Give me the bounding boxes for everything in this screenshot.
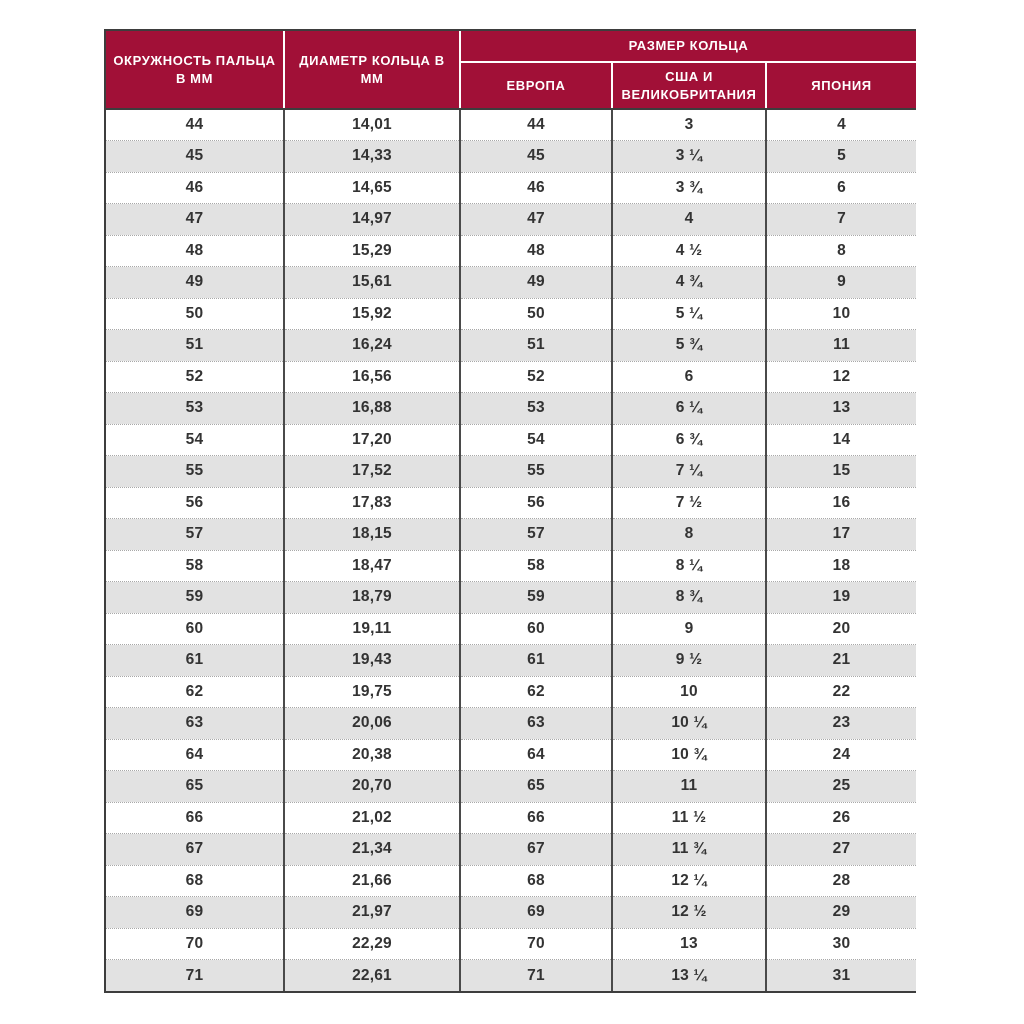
cell-size-japan: 8 bbox=[766, 235, 916, 267]
cell-diameter-mm: 14,01 bbox=[284, 109, 460, 141]
cell-size-europe: 53 bbox=[460, 393, 612, 425]
cell-size-europe: 64 bbox=[460, 739, 612, 771]
cell-diameter-mm: 19,11 bbox=[284, 613, 460, 645]
header-japan: ЯПОНИЯ bbox=[766, 62, 916, 109]
cell-size-japan: 18 bbox=[766, 550, 916, 582]
cell-size-europe: 44 bbox=[460, 109, 612, 141]
cell-diameter-mm: 15,61 bbox=[284, 267, 460, 299]
cell-size-usa-uk: 6 ¼ bbox=[612, 393, 766, 425]
cell-size-usa-uk: 11 ¾ bbox=[612, 834, 766, 866]
table-row bbox=[106, 235, 916, 267]
cell-diameter-mm: 17,20 bbox=[284, 424, 460, 456]
cell-size-europe: 51 bbox=[460, 330, 612, 362]
table-row bbox=[106, 361, 916, 393]
cell-size-usa-uk: 4 bbox=[612, 204, 766, 236]
ring-size-table-container bbox=[104, 29, 916, 993]
table-row bbox=[106, 330, 916, 362]
cell-diameter-mm: 17,52 bbox=[284, 456, 460, 488]
table-row bbox=[106, 172, 916, 204]
table-row bbox=[106, 676, 916, 708]
cell-diameter-mm: 20,38 bbox=[284, 739, 460, 771]
cell-diameter-mm: 19,75 bbox=[284, 676, 460, 708]
table-row bbox=[106, 109, 916, 141]
table-row bbox=[106, 456, 916, 488]
cell-size-europe: 46 bbox=[460, 172, 612, 204]
cell-diameter-mm: 15,29 bbox=[284, 235, 460, 267]
cell-size-europe: 54 bbox=[460, 424, 612, 456]
cell-size-usa-uk: 7 ¼ bbox=[612, 456, 766, 488]
cell-size-usa-uk: 10 ¾ bbox=[612, 739, 766, 771]
cell-size-japan: 20 bbox=[766, 613, 916, 645]
cell-diameter-mm: 21,66 bbox=[284, 865, 460, 897]
table-row bbox=[106, 393, 916, 425]
table-row bbox=[106, 424, 916, 456]
cell-circumference-mm: 45 bbox=[106, 141, 284, 173]
cell-size-japan: 22 bbox=[766, 676, 916, 708]
table-row bbox=[106, 519, 916, 551]
cell-circumference-mm: 63 bbox=[106, 708, 284, 740]
table-row bbox=[106, 802, 916, 834]
cell-diameter-mm: 15,92 bbox=[284, 298, 460, 330]
cell-size-japan: 28 bbox=[766, 865, 916, 897]
cell-size-usa-uk: 8 ¼ bbox=[612, 550, 766, 582]
cell-size-europe: 49 bbox=[460, 267, 612, 299]
header-ring-diameter: ДИАМЕТР КОЛЬЦА В ММ bbox=[284, 31, 460, 109]
cell-size-japan: 6 bbox=[766, 172, 916, 204]
cell-circumference-mm: 47 bbox=[106, 204, 284, 236]
cell-size-japan: 13 bbox=[766, 393, 916, 425]
cell-size-japan: 26 bbox=[766, 802, 916, 834]
cell-size-usa-uk: 3 bbox=[612, 109, 766, 141]
cell-circumference-mm: 49 bbox=[106, 267, 284, 299]
table-row bbox=[106, 834, 916, 866]
cell-circumference-mm: 56 bbox=[106, 487, 284, 519]
cell-size-usa-uk: 6 bbox=[612, 361, 766, 393]
cell-size-japan: 12 bbox=[766, 361, 916, 393]
cell-size-europe: 57 bbox=[460, 519, 612, 551]
cell-size-usa-uk: 11 bbox=[612, 771, 766, 803]
header-row-group bbox=[106, 31, 916, 62]
table-row bbox=[106, 928, 916, 960]
cell-size-europe: 62 bbox=[460, 676, 612, 708]
cell-size-japan: 24 bbox=[766, 739, 916, 771]
cell-circumference-mm: 64 bbox=[106, 739, 284, 771]
cell-size-europe: 61 bbox=[460, 645, 612, 677]
cell-diameter-mm: 21,34 bbox=[284, 834, 460, 866]
cell-size-europe: 65 bbox=[460, 771, 612, 803]
cell-circumference-mm: 46 bbox=[106, 172, 284, 204]
table-row bbox=[106, 582, 916, 614]
cell-circumference-mm: 71 bbox=[106, 960, 284, 992]
cell-size-europe: 60 bbox=[460, 613, 612, 645]
table-row bbox=[106, 960, 916, 992]
cell-size-europe: 66 bbox=[460, 802, 612, 834]
header-ring-size-group: РАЗМЕР КОЛЬЦА bbox=[460, 31, 916, 62]
cell-diameter-mm: 21,02 bbox=[284, 802, 460, 834]
cell-diameter-mm: 21,97 bbox=[284, 897, 460, 929]
cell-diameter-mm: 18,15 bbox=[284, 519, 460, 551]
cell-size-europe: 70 bbox=[460, 928, 612, 960]
cell-size-usa-uk: 13 bbox=[612, 928, 766, 960]
cell-size-japan: 17 bbox=[766, 519, 916, 551]
cell-circumference-mm: 60 bbox=[106, 613, 284, 645]
cell-diameter-mm: 14,33 bbox=[284, 141, 460, 173]
cell-circumference-mm: 48 bbox=[106, 235, 284, 267]
cell-size-europe: 45 bbox=[460, 141, 612, 173]
cell-diameter-mm: 14,65 bbox=[284, 172, 460, 204]
cell-circumference-mm: 51 bbox=[106, 330, 284, 362]
table-row bbox=[106, 771, 916, 803]
cell-circumference-mm: 65 bbox=[106, 771, 284, 803]
header-finger-circumference: ОКРУЖНОСТЬ ПАЛЬЦА В ММ bbox=[106, 31, 284, 109]
cell-size-europe: 68 bbox=[460, 865, 612, 897]
cell-size-usa-uk: 12 ½ bbox=[612, 897, 766, 929]
table-row bbox=[106, 550, 916, 582]
cell-size-europe: 56 bbox=[460, 487, 612, 519]
cell-size-usa-uk: 6 ¾ bbox=[612, 424, 766, 456]
cell-size-europe: 48 bbox=[460, 235, 612, 267]
cell-size-usa-uk: 10 bbox=[612, 676, 766, 708]
header-europe: ЕВРОПА bbox=[460, 62, 612, 109]
cell-size-europe: 59 bbox=[460, 582, 612, 614]
cell-size-europe: 50 bbox=[460, 298, 612, 330]
header-usa-uk: США И ВЕЛИКОБРИТАНИЯ bbox=[612, 62, 766, 109]
cell-diameter-mm: 16,24 bbox=[284, 330, 460, 362]
cell-size-europe: 67 bbox=[460, 834, 612, 866]
cell-size-usa-uk: 5 ¼ bbox=[612, 298, 766, 330]
cell-size-japan: 23 bbox=[766, 708, 916, 740]
table-row bbox=[106, 897, 916, 929]
cell-size-japan: 11 bbox=[766, 330, 916, 362]
cell-size-usa-uk: 8 bbox=[612, 519, 766, 551]
cell-diameter-mm: 18,47 bbox=[284, 550, 460, 582]
cell-circumference-mm: 62 bbox=[106, 676, 284, 708]
cell-circumference-mm: 50 bbox=[106, 298, 284, 330]
cell-size-usa-uk: 9 bbox=[612, 613, 766, 645]
cell-size-japan: 15 bbox=[766, 456, 916, 488]
cell-size-japan: 19 bbox=[766, 582, 916, 614]
cell-size-japan: 31 bbox=[766, 960, 916, 992]
cell-size-usa-uk: 8 ¾ bbox=[612, 582, 766, 614]
cell-diameter-mm: 19,43 bbox=[284, 645, 460, 677]
table-row bbox=[106, 645, 916, 677]
cell-size-europe: 55 bbox=[460, 456, 612, 488]
cell-size-usa-uk: 4 ¾ bbox=[612, 267, 766, 299]
cell-diameter-mm: 18,79 bbox=[284, 582, 460, 614]
cell-size-usa-uk: 13 ¼ bbox=[612, 960, 766, 992]
cell-diameter-mm: 20,06 bbox=[284, 708, 460, 740]
cell-circumference-mm: 53 bbox=[106, 393, 284, 425]
table-row bbox=[106, 613, 916, 645]
cell-size-usa-uk: 10 ¼ bbox=[612, 708, 766, 740]
cell-size-usa-uk: 9 ½ bbox=[612, 645, 766, 677]
cell-circumference-mm: 67 bbox=[106, 834, 284, 866]
cell-circumference-mm: 44 bbox=[106, 109, 284, 141]
cell-circumference-mm: 59 bbox=[106, 582, 284, 614]
table-row bbox=[106, 298, 916, 330]
cell-circumference-mm: 70 bbox=[106, 928, 284, 960]
table-row bbox=[106, 141, 916, 173]
cell-circumference-mm: 58 bbox=[106, 550, 284, 582]
table-row bbox=[106, 487, 916, 519]
cell-size-japan: 14 bbox=[766, 424, 916, 456]
cell-size-usa-uk: 12 ¼ bbox=[612, 865, 766, 897]
cell-size-japan: 5 bbox=[766, 141, 916, 173]
cell-size-japan: 7 bbox=[766, 204, 916, 236]
table-row bbox=[106, 865, 916, 897]
cell-diameter-mm: 20,70 bbox=[284, 771, 460, 803]
cell-size-japan: 30 bbox=[766, 928, 916, 960]
cell-size-usa-uk: 11 ½ bbox=[612, 802, 766, 834]
cell-size-europe: 52 bbox=[460, 361, 612, 393]
cell-diameter-mm: 14,97 bbox=[284, 204, 460, 236]
cell-circumference-mm: 54 bbox=[106, 424, 284, 456]
cell-size-usa-uk: 4 ½ bbox=[612, 235, 766, 267]
cell-diameter-mm: 16,56 bbox=[284, 361, 460, 393]
table-row bbox=[106, 204, 916, 236]
cell-size-japan: 27 bbox=[766, 834, 916, 866]
cell-size-japan: 10 bbox=[766, 298, 916, 330]
table-row bbox=[106, 267, 916, 299]
cell-circumference-mm: 61 bbox=[106, 645, 284, 677]
cell-circumference-mm: 69 bbox=[106, 897, 284, 929]
cell-size-usa-uk: 3 ¼ bbox=[612, 141, 766, 173]
cell-diameter-mm: 22,61 bbox=[284, 960, 460, 992]
cell-size-usa-uk: 5 ¾ bbox=[612, 330, 766, 362]
cell-size-europe: 47 bbox=[460, 204, 612, 236]
cell-size-europe: 63 bbox=[460, 708, 612, 740]
cell-size-japan: 9 bbox=[766, 267, 916, 299]
table-row bbox=[106, 708, 916, 740]
cell-circumference-mm: 52 bbox=[106, 361, 284, 393]
cell-size-usa-uk: 3 ¾ bbox=[612, 172, 766, 204]
table-body bbox=[106, 109, 916, 991]
cell-size-japan: 16 bbox=[766, 487, 916, 519]
cell-circumference-mm: 66 bbox=[106, 802, 284, 834]
cell-size-europe: 69 bbox=[460, 897, 612, 929]
cell-size-japan: 25 bbox=[766, 771, 916, 803]
cell-size-japan: 29 bbox=[766, 897, 916, 929]
cell-size-usa-uk: 7 ½ bbox=[612, 487, 766, 519]
cell-circumference-mm: 55 bbox=[106, 456, 284, 488]
cell-size-japan: 21 bbox=[766, 645, 916, 677]
table-header bbox=[106, 31, 916, 109]
cell-diameter-mm: 16,88 bbox=[284, 393, 460, 425]
cell-diameter-mm: 17,83 bbox=[284, 487, 460, 519]
table-row bbox=[106, 739, 916, 771]
cell-circumference-mm: 57 bbox=[106, 519, 284, 551]
cell-size-europe: 58 bbox=[460, 550, 612, 582]
ring-size-conversion-table bbox=[106, 31, 916, 991]
cell-diameter-mm: 22,29 bbox=[284, 928, 460, 960]
cell-circumference-mm: 68 bbox=[106, 865, 284, 897]
cell-size-japan: 4 bbox=[766, 109, 916, 141]
cell-size-europe: 71 bbox=[460, 960, 612, 992]
